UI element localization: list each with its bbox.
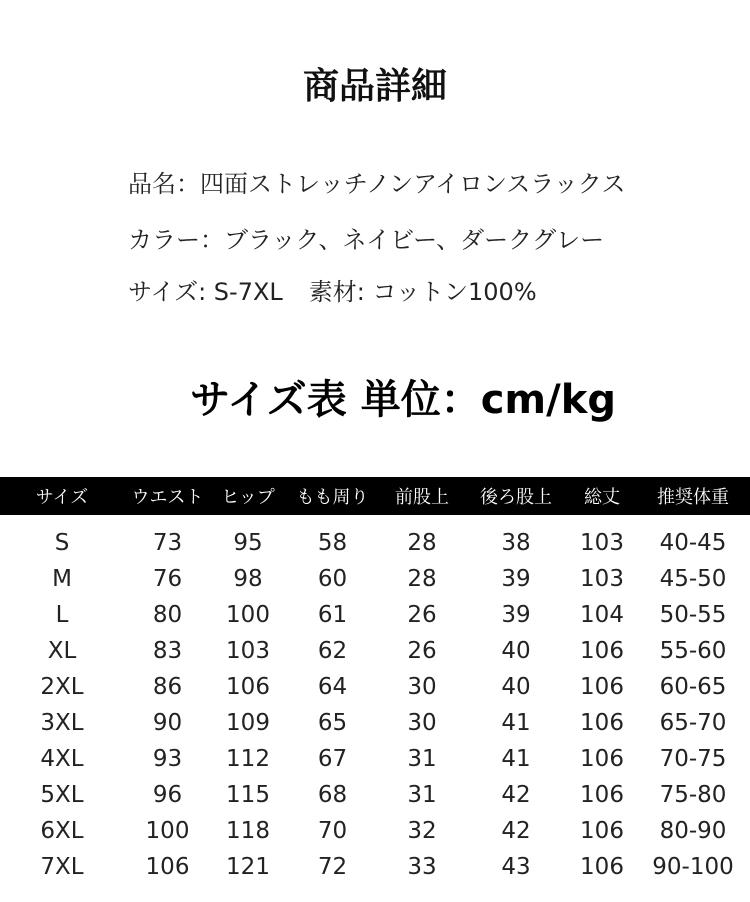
table-cell: 95 [233,530,263,556]
table-cell: 40-45 [659,530,727,556]
table-cell: 86 [152,674,183,700]
table-cell: M [52,566,72,592]
table-cell: 100 [145,818,190,844]
table-cell: 39 [501,602,531,628]
table-cell: 98 [233,566,263,592]
table-cell: 38 [501,530,531,556]
table-cell: 90 [152,710,183,736]
table-header-row [0,477,750,515]
table-cell: 109 [226,710,270,736]
table-cell: 42 [501,782,531,808]
table-cell: 32 [407,818,437,844]
material: 素材: コットン100% [308,278,537,306]
table-cell: 83 [152,638,183,664]
table-cell: 106 [145,854,190,880]
table-cell: 60-65 [659,674,727,700]
table-cell: L [55,602,69,628]
table-cell: 106 [580,710,624,736]
table-cell: 7XL [40,854,84,880]
table-cell: 65 [317,710,348,736]
table-cell: 73 [152,530,183,556]
size-range: サイズ: S-7XL [128,278,283,306]
header-cell: 総丈 [568,477,636,515]
table-cell: 43 [501,854,531,880]
table-cell: 106 [580,638,624,664]
table-cell: 60 [317,566,348,592]
header-cell: 前股上 [380,477,464,515]
table-cell: 106 [580,782,624,808]
table-cell: 31 [407,782,437,808]
table-cell: 50-55 [659,602,727,628]
table-cell: XL [47,638,77,664]
header-cell: 推奨体重 [636,477,750,515]
table-row [0,705,750,741]
table-cell: 65-70 [659,710,727,736]
table-cell: 28 [407,530,437,556]
product-name: 品名：四面ストレッチノンアイロンスラックス [128,170,626,198]
header-cell: もも周り [285,477,380,515]
header-cell: 後ろ股上 [464,477,568,515]
table-row [0,741,750,777]
header-cell: ヒップ [211,477,285,515]
table-row [0,813,750,849]
table-cell: 2XL [40,674,84,700]
table-cell: 75-80 [659,782,727,808]
table-cell: 30 [407,710,437,736]
table-cell: 68 [317,782,348,808]
table-cell: 39 [501,566,531,592]
table-cell: 3XL [40,710,84,736]
table-cell: 104 [580,602,624,628]
table-cell: 61 [317,602,348,628]
table-cell: 121 [226,854,270,880]
table-row [0,561,750,597]
table-cell: 45-50 [659,566,727,592]
table-cell: 106 [580,746,624,772]
product-size-material [128,272,537,307]
table-cell: 41 [501,710,531,736]
table-cell: 90-100 [652,854,734,880]
table-cell: 30 [407,674,437,700]
table-cell: 106 [580,818,624,844]
table-cell: 6XL [40,818,84,844]
product-colors: カラー：ブラック、ネイビー、ダークグレー [128,226,605,254]
table-cell: 112 [226,746,270,772]
table-cell: 118 [226,818,270,844]
table-cell: 5XL [40,782,84,808]
table-cell: 103 [580,566,624,592]
table-cell: 106 [580,674,624,700]
size-chart-title: サイズ表 単位：cm/kg [190,377,616,423]
table-cell: 80-90 [659,818,727,844]
table-cell: 33 [407,854,437,880]
table-row [0,669,750,705]
table-cell: 100 [226,602,270,628]
table-cell: 40 [501,638,531,664]
table-cell: 76 [152,566,183,592]
table-cell: 26 [407,638,437,664]
table-cell: S [54,530,70,556]
table-cell: 31 [407,746,437,772]
table-cell: 28 [407,566,437,592]
table-cell: 41 [501,746,531,772]
table-cell: 70-75 [659,746,727,772]
table-cell: 67 [317,746,348,772]
table-cell: 40 [501,674,531,700]
table-cell: 72 [317,854,348,880]
table-cell: 55-60 [659,638,727,664]
table-cell: 106 [226,674,270,700]
table-cell: 58 [317,530,348,556]
header-cell: ウエスト [124,477,211,515]
table-cell: 93 [152,746,183,772]
table-cell: 106 [580,854,624,880]
table-cell: 4XL [40,746,84,772]
table-cell: 80 [152,602,183,628]
table-cell: 64 [317,674,348,700]
page-heading: 商品詳細 [302,66,447,107]
table-cell: 62 [317,638,348,664]
size-table [0,477,750,885]
table-row [0,849,750,885]
table-row [0,597,750,633]
table-cell: 42 [501,818,531,844]
table-cell: 103 [580,530,624,556]
table-cell: 115 [226,782,270,808]
table-row [0,777,750,813]
table-row [0,633,750,669]
table-cell: 26 [407,602,437,628]
table-cell: 103 [226,638,270,664]
table-cell: 96 [152,782,183,808]
header-cell: サイズ [0,477,124,515]
table-row [0,515,750,561]
table-cell: 70 [317,818,348,844]
